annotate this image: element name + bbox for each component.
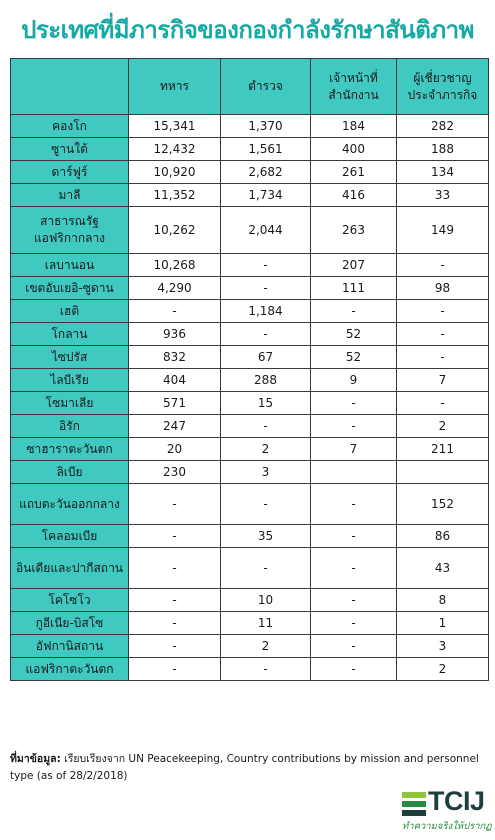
table-row xyxy=(11,612,489,635)
police-cell: - xyxy=(221,323,311,346)
troops-cell: 832 xyxy=(129,346,221,369)
experts-cell: - xyxy=(397,392,489,415)
staff-cell: - xyxy=(311,484,397,525)
country-cell: โคโซโว xyxy=(11,589,129,612)
country-cell: กูอีเนีย-บิสโซ xyxy=(11,612,129,635)
country-cell: ดาร์ฟูร์ xyxy=(11,161,129,184)
experts-cell: 33 xyxy=(397,184,489,207)
experts-cell: 134 xyxy=(397,161,489,184)
experts-cell: 282 xyxy=(397,115,489,138)
staff-cell: 52 xyxy=(311,323,397,346)
troops-cell: 10,262 xyxy=(129,207,221,254)
table-row xyxy=(11,300,489,323)
country-cell: เฮติ xyxy=(11,300,129,323)
staff-cell: - xyxy=(311,300,397,323)
tcij-mark-icon xyxy=(400,790,428,820)
experts-cell: 149 xyxy=(397,207,489,254)
header-police: ตำรวจ xyxy=(221,59,311,115)
country-cell: ซูานใต้ xyxy=(11,138,129,161)
staff-cell: - xyxy=(311,612,397,635)
table-row xyxy=(11,184,489,207)
table-row xyxy=(11,461,489,484)
experts-cell: - xyxy=(397,346,489,369)
table-row xyxy=(11,415,489,438)
troops-cell: 10,920 xyxy=(129,161,221,184)
police-cell: 1,184 xyxy=(221,300,311,323)
experts-cell: 152 xyxy=(397,484,489,525)
troops-cell: 11,352 xyxy=(129,184,221,207)
country-cell: แอฟริกาตะวันตก xyxy=(11,658,129,681)
staff-cell: 400 xyxy=(311,138,397,161)
country-cell: เลบานอน xyxy=(11,254,129,277)
table-row xyxy=(11,392,489,415)
police-cell: 288 xyxy=(221,369,311,392)
table-row xyxy=(11,277,489,300)
police-cell: 3 xyxy=(221,461,311,484)
staff-cell: 111 xyxy=(311,277,397,300)
police-cell: - xyxy=(221,658,311,681)
troops-cell: - xyxy=(129,635,221,658)
table-row xyxy=(11,635,489,658)
table-row xyxy=(11,658,489,681)
police-cell: 2 xyxy=(221,438,311,461)
staff-cell xyxy=(311,461,397,484)
police-cell: 2,044 xyxy=(221,207,311,254)
logo-tagline: ทำความจริงให้ปรากฏ xyxy=(402,821,492,832)
troops-cell: 936 xyxy=(129,323,221,346)
staff-cell: 261 xyxy=(311,161,397,184)
table-row xyxy=(11,484,489,525)
experts-cell: 1 xyxy=(397,612,489,635)
country-cell: ไลบีเรีย xyxy=(11,369,129,392)
police-cell: 10 xyxy=(221,589,311,612)
country-cell: โซมาเลีย xyxy=(11,392,129,415)
table-row xyxy=(11,525,489,548)
staff-cell: - xyxy=(311,525,397,548)
experts-cell: 43 xyxy=(397,548,489,589)
staff-cell: 52 xyxy=(311,346,397,369)
country-cell: ลิเบีย xyxy=(11,461,129,484)
country-cell: คองโก xyxy=(11,115,129,138)
header-troops: ทหาร xyxy=(129,59,221,115)
police-cell: - xyxy=(221,254,311,277)
table-header-row xyxy=(11,59,489,115)
table-row xyxy=(11,115,489,138)
staff-cell: 416 xyxy=(311,184,397,207)
staff-cell: 207 xyxy=(311,254,397,277)
source-text: เรียบเรียงจาก UN Peacekeeping, Country contributions by mission and personnel type (as of 28/2/2018) xyxy=(10,753,479,782)
country-cell: อัฟกานิสถาน xyxy=(11,635,129,658)
header-experts: ผู้เชี่ยวชาญ ประจำภารกิจ xyxy=(397,59,489,115)
staff-cell: 7 xyxy=(311,438,397,461)
staff-cell: - xyxy=(311,635,397,658)
troops-cell: - xyxy=(129,548,221,589)
experts-cell: - xyxy=(397,254,489,277)
experts-cell: 7 xyxy=(397,369,489,392)
police-cell: - xyxy=(221,415,311,438)
country-cell: แถบตะวันออกกลาง xyxy=(11,484,129,525)
experts-cell: 211 xyxy=(397,438,489,461)
police-cell: 35 xyxy=(221,525,311,548)
experts-cell: 8 xyxy=(397,589,489,612)
troops-cell: 15,341 xyxy=(129,115,221,138)
source-note xyxy=(10,751,490,785)
police-cell: - xyxy=(221,548,311,589)
country-cell: อินเดียและปากีสถาน xyxy=(11,548,129,589)
country-cell: ไซปรัส xyxy=(11,346,129,369)
staff-cell: 9 xyxy=(311,369,397,392)
experts-cell: 86 xyxy=(397,525,489,548)
troops-cell: - xyxy=(129,658,221,681)
experts-cell xyxy=(397,461,489,484)
troops-cell: 247 xyxy=(129,415,221,438)
troops-cell: 4,290 xyxy=(129,277,221,300)
police-cell: 1,734 xyxy=(221,184,311,207)
experts-cell: 3 xyxy=(397,635,489,658)
troops-cell: - xyxy=(129,612,221,635)
staff-cell: - xyxy=(311,658,397,681)
table-row xyxy=(11,589,489,612)
troops-cell: 571 xyxy=(129,392,221,415)
country-cell: สาธารณรัฐ แอฟริกากลาง xyxy=(11,207,129,254)
troops-cell: 230 xyxy=(129,461,221,484)
experts-cell: - xyxy=(397,300,489,323)
police-cell: 2,682 xyxy=(221,161,311,184)
staff-cell: - xyxy=(311,415,397,438)
country-cell: ซาฮาราตะวันตก xyxy=(11,438,129,461)
police-cell: - xyxy=(221,277,311,300)
table-row xyxy=(11,323,489,346)
tcij-logo xyxy=(398,786,490,834)
table-row xyxy=(11,369,489,392)
troops-cell: - xyxy=(129,525,221,548)
troops-cell: - xyxy=(129,589,221,612)
police-cell: 2 xyxy=(221,635,311,658)
table-row xyxy=(11,161,489,184)
troops-cell: 10,268 xyxy=(129,254,221,277)
police-cell: 15 xyxy=(221,392,311,415)
page-title: ประเทศที่มีภารกิจของกองกำลังรักษาสันติภาพ xyxy=(21,16,474,44)
source-label: ที่มาข้อมูล: xyxy=(10,753,61,765)
troops-cell: 404 xyxy=(129,369,221,392)
country-cell: โกลาน xyxy=(11,323,129,346)
table-row xyxy=(11,254,489,277)
police-cell: 11 xyxy=(221,612,311,635)
table-row xyxy=(11,438,489,461)
table-row xyxy=(11,138,489,161)
police-cell: 1,370 xyxy=(221,115,311,138)
country-cell: อิรัก xyxy=(11,415,129,438)
staff-cell: - xyxy=(311,392,397,415)
country-cell: โคลอมเบีย xyxy=(11,525,129,548)
peacekeeping-table xyxy=(10,58,489,681)
police-cell: 67 xyxy=(221,346,311,369)
troops-cell: - xyxy=(129,484,221,525)
header-country xyxy=(11,59,129,115)
experts-cell: 188 xyxy=(397,138,489,161)
staff-cell: 263 xyxy=(311,207,397,254)
table-body xyxy=(11,115,489,681)
country-cell: มาลี xyxy=(11,184,129,207)
troops-cell: 12,432 xyxy=(129,138,221,161)
staff-cell: - xyxy=(311,548,397,589)
troops-cell: - xyxy=(129,300,221,323)
header-staff: เจ้าหน้าที่ สำนักงาน xyxy=(311,59,397,115)
country-cell: เขตอับเยอิ-ซูดาน xyxy=(11,277,129,300)
troops-cell: 20 xyxy=(129,438,221,461)
staff-cell: 184 xyxy=(311,115,397,138)
table-row xyxy=(11,548,489,589)
table-row xyxy=(11,207,489,254)
logo-name: TCIJ xyxy=(428,786,485,816)
experts-cell: - xyxy=(397,323,489,346)
staff-cell: - xyxy=(311,589,397,612)
experts-cell: 2 xyxy=(397,415,489,438)
police-cell: - xyxy=(221,484,311,525)
police-cell: 1,561 xyxy=(221,138,311,161)
experts-cell: 98 xyxy=(397,277,489,300)
table-row xyxy=(11,346,489,369)
experts-cell: 2 xyxy=(397,658,489,681)
